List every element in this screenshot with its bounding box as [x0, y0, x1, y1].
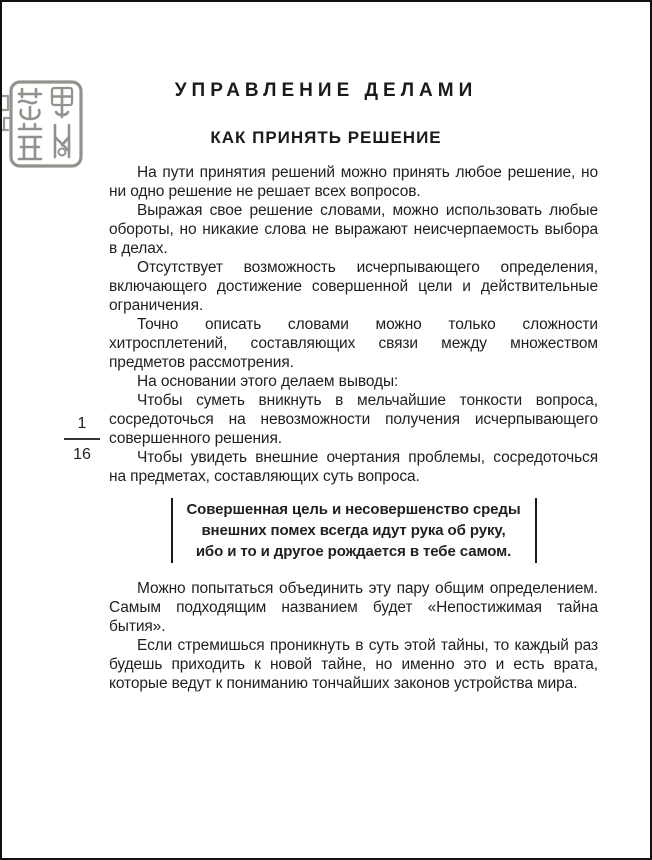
paragraph: Чтобы суметь вникнуть в мельчайшие тонкости вопроса, сосредоточься на невозможности получения исчерпывающего совершенного решения. [109, 392, 598, 447]
marker-divider [64, 438, 100, 440]
pull-quote-line: ибо и то и другое рождается в тебе самом. [195, 543, 512, 560]
paragraph: Чтобы увидеть внешние очертания проблемы, сосредоточься на предметах, составляющих суть вопроса. [109, 449, 598, 485]
page-margin-marker [57, 415, 107, 464]
section-title: УПРАВЛЕНИЕ ДЕЛАМИ [174, 80, 478, 101]
pull-quote [171, 498, 537, 563]
paragraph: На основании этого делаем выводы: [137, 373, 399, 390]
body-text [109, 163, 598, 693]
marker-top-number: 1 [77, 415, 87, 432]
paragraph: На пути принятия решений можно принять любое решение, но ни одно решение не решает всех вопросов. [109, 164, 598, 200]
chapter-title: КАК ПРИНЯТЬ РЕШЕНИЕ [210, 128, 442, 147]
marker-bottom-number: 16 [73, 446, 91, 463]
paragraph: Выражая свое решение словами, можно использовать любые обороты, но никакие слова не выражают неисчерпаемость выбора в делах. [109, 202, 598, 257]
paragraph: Можно попытаться объединить эту пару общим определением. Самым подходящим названием будет «Непостижимая тайна бытия». [109, 580, 598, 635]
pull-quote-line: внешних помех всегда идут рука об руку, [201, 522, 506, 539]
paragraph: Отсутствует возможность исчерпывающего определения, включающего достижение совершенной цели и действительные ограничения. [109, 259, 598, 314]
paragraph: Если стремишься проникнуть в суть этой тайны, то каждый раз будешь приходить к новой тайне, но именно это и есть врата, которые ведут к пониманию тончайших законов устройства мира. [109, 637, 598, 692]
paragraph: Точно описать словами можно только сложности хитросплетений, составляющих связи между множеством предметов рассмотрения. [109, 316, 598, 371]
pull-quote-line: Совершенная цель и несовершенство среды [186, 501, 521, 518]
